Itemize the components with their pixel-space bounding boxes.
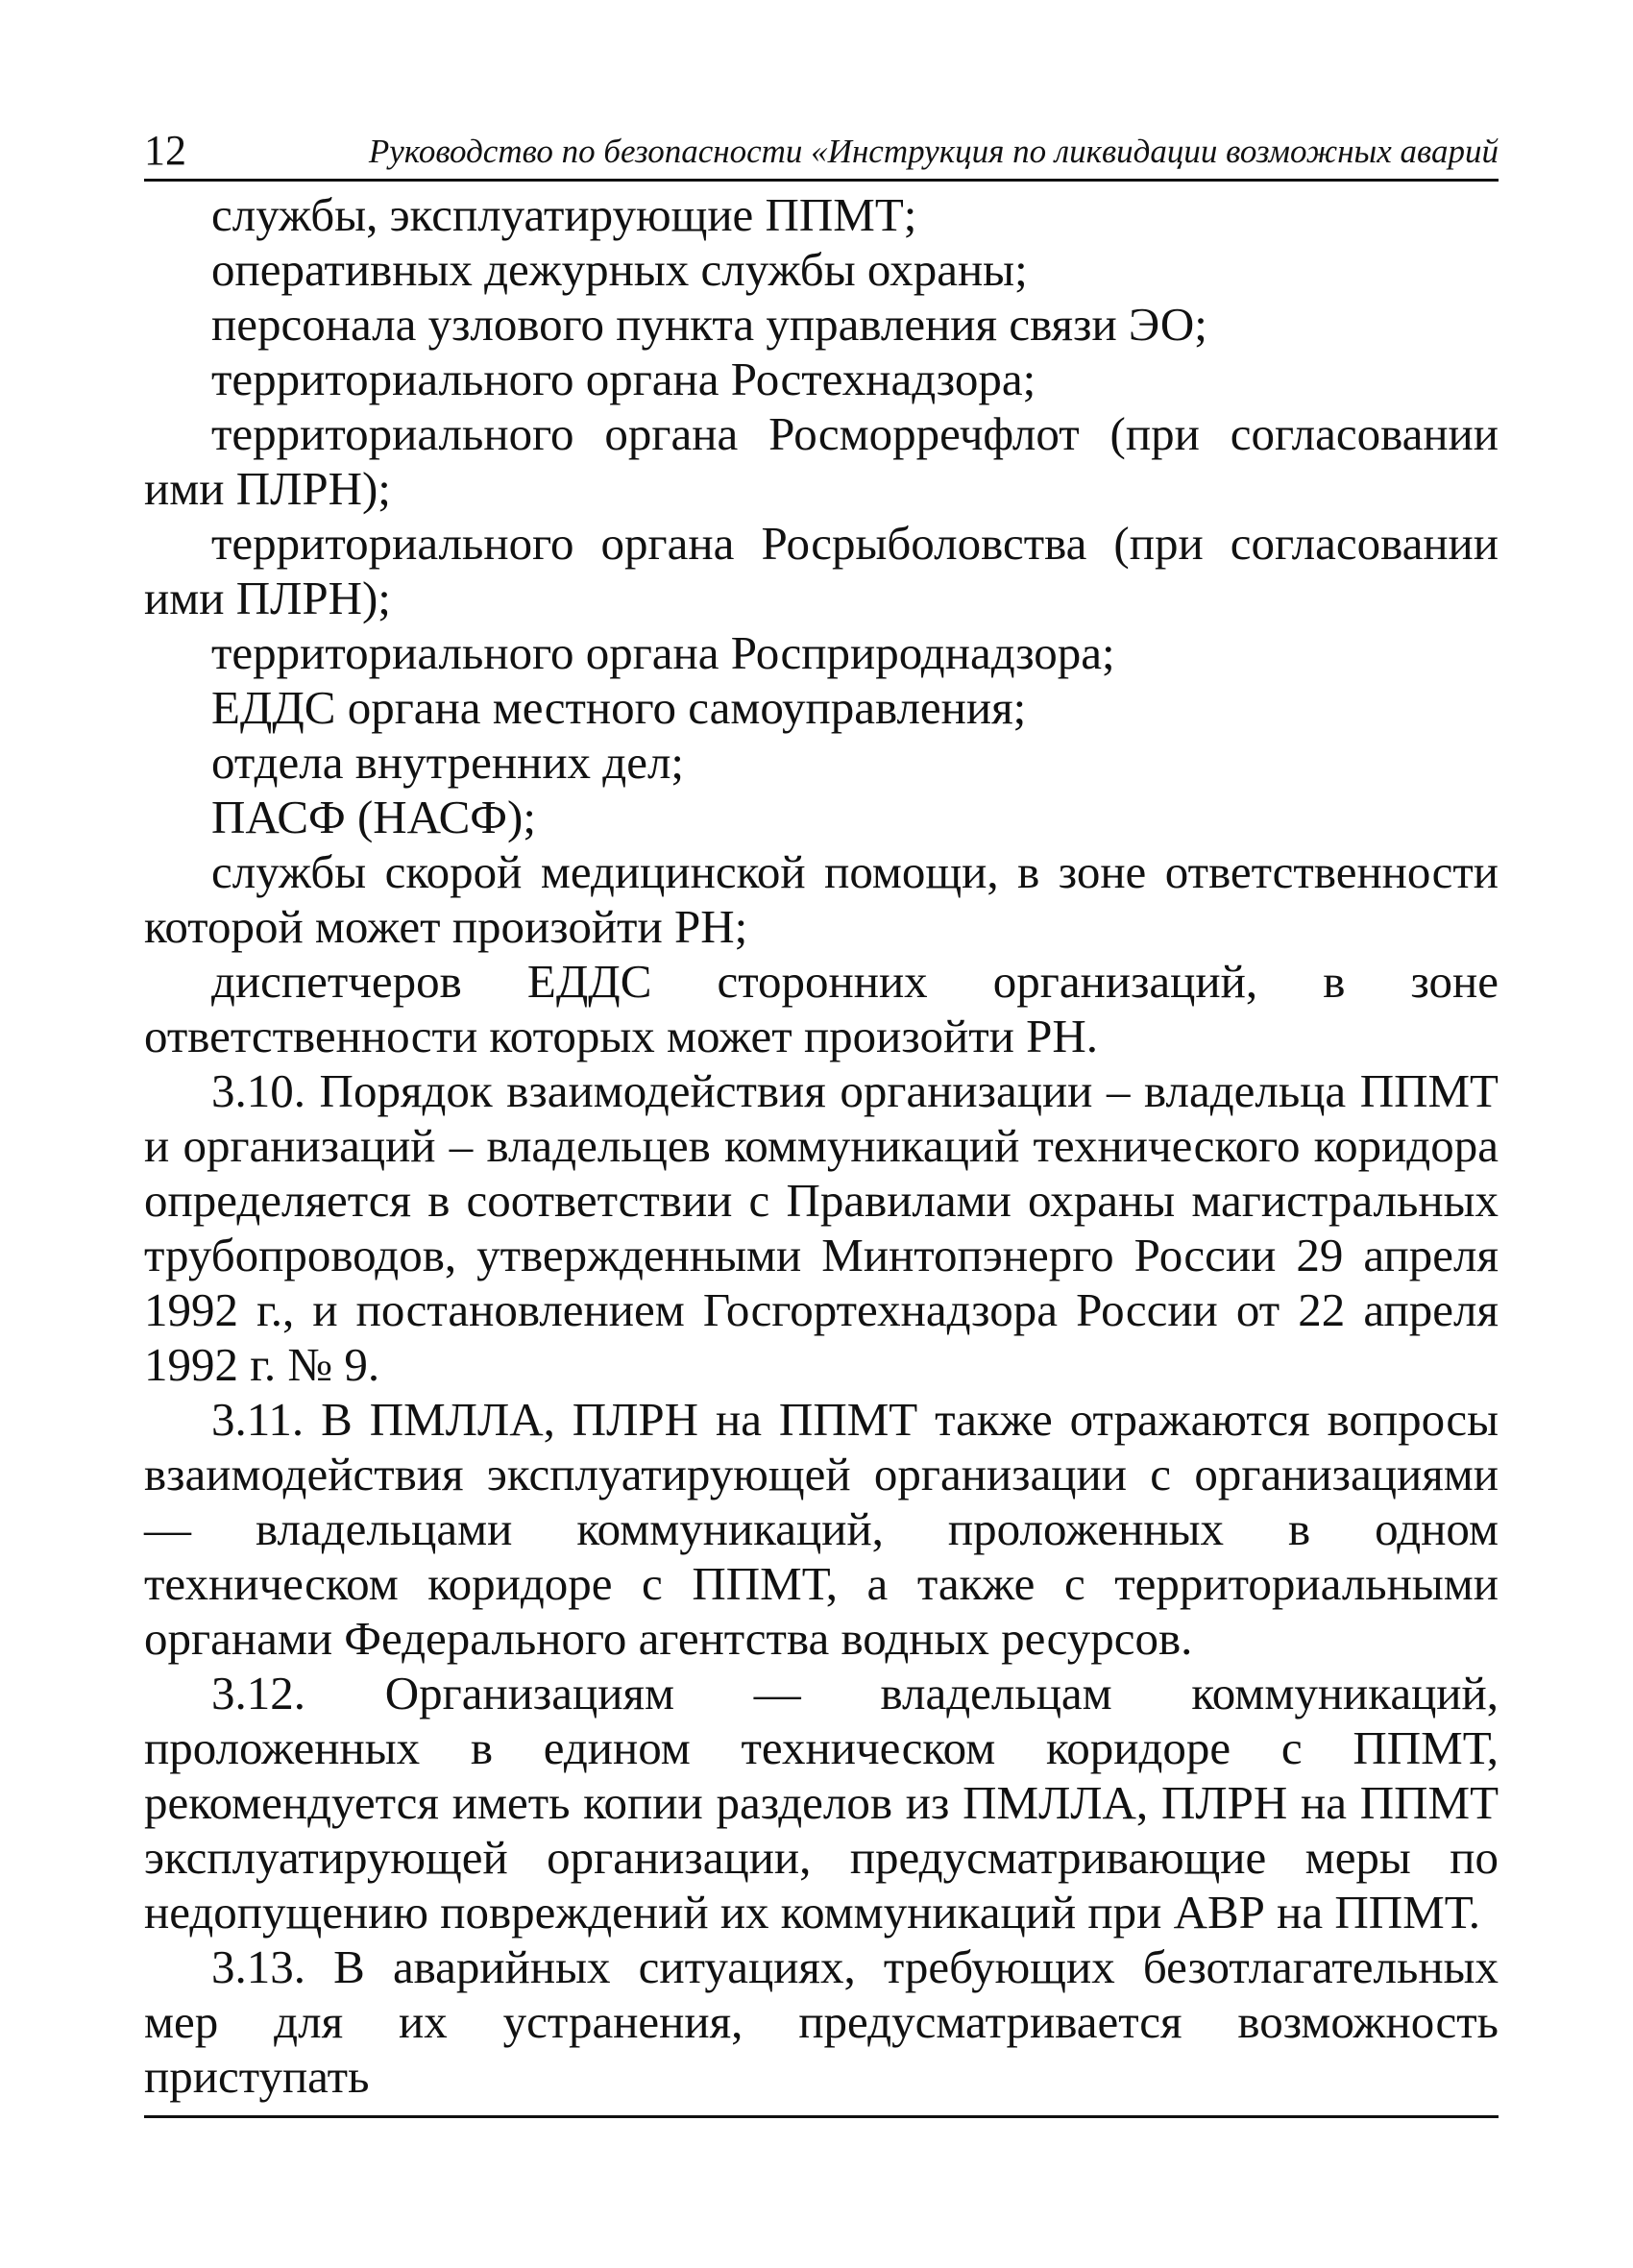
list-item: территориального органа Росрыболовства (при согласовании ими ПЛРН); [144, 517, 1499, 624]
list-item: оперативных дежурных службы охраны; [211, 243, 1028, 296]
list-item: службы скорой медицинской помощи, в зоне ответственности которой может произойти РН; [144, 845, 1499, 953]
page-number: 12 [144, 127, 186, 174]
list-item: персонала узлового пункта управления связи ЭО; [211, 298, 1207, 351]
list-item: диспетчеров ЕДДС сторонних организаций, в зоне ответственности которых может произойти РН. [144, 955, 1499, 1062]
section-3-11-paragraph: 3.11. В ПМЛЛА, ПЛРН на ППМТ также отражаются вопросы взаимодействия эксплуатирующей организации с организациями — владельцами коммуникаций, проложенных в одном техническом коридоре с ППМТ, а также с территориальными органами Федерального агентства водных ресурсов. [144, 1393, 1499, 1665]
list-item: ЕДДС органа местного самоуправления; [211, 681, 1027, 734]
list-item: отдела внутренних дел; [211, 736, 685, 789]
list-item: территориального органа Ростехнадзора; [211, 353, 1036, 405]
list-item: территориального органа Росморречфлот (при согласовании ими ПЛРН); [144, 407, 1499, 515]
section-3-10-paragraph: 3.10. Порядок взаимодействия организации – владельца ППМТ и организаций – владельцев коммуникаций технического коридора определяется в соответствии с Правилами охраны магистральных трубопроводов, утвержденными Минтопэнерго России 29 апреля 1992 г., и постановлением Госгортехнадзора России от 22 апреля 1992 г. № 9. [144, 1064, 1499, 1391]
bottom-rule [144, 2115, 1499, 2118]
list-item: ПАСФ (НАСФ); [211, 791, 536, 843]
section-3-13-paragraph: 3.13. В аварийных ситуациях, требующих безотлагательных мер для их устранения, предусматривается возможность приступать [144, 1940, 1499, 2103]
list-item: территориального органа Росприроднадзора; [211, 626, 1115, 679]
document-page [144, 115, 1499, 2118]
list-item: службы, эксплуатирующие ППМТ; [211, 188, 917, 241]
running-title: Руководство по безопасности «Инструкция по ликвидации возможных аварий [368, 133, 1499, 170]
running-header [144, 115, 1499, 182]
section-3-12-paragraph: 3.12. Организациям — владельцам коммуникаций, проложенных в едином техническом коридоре с ППМТ, рекомендуется иметь копии разделов из ПМЛЛА, ПЛРН на ППМТ эксплуатирующей организации, предусматривающие меры по недопущению повреждений их коммуникаций при АВР на ППМТ. [144, 1667, 1499, 1939]
page-body [144, 187, 1499, 2104]
